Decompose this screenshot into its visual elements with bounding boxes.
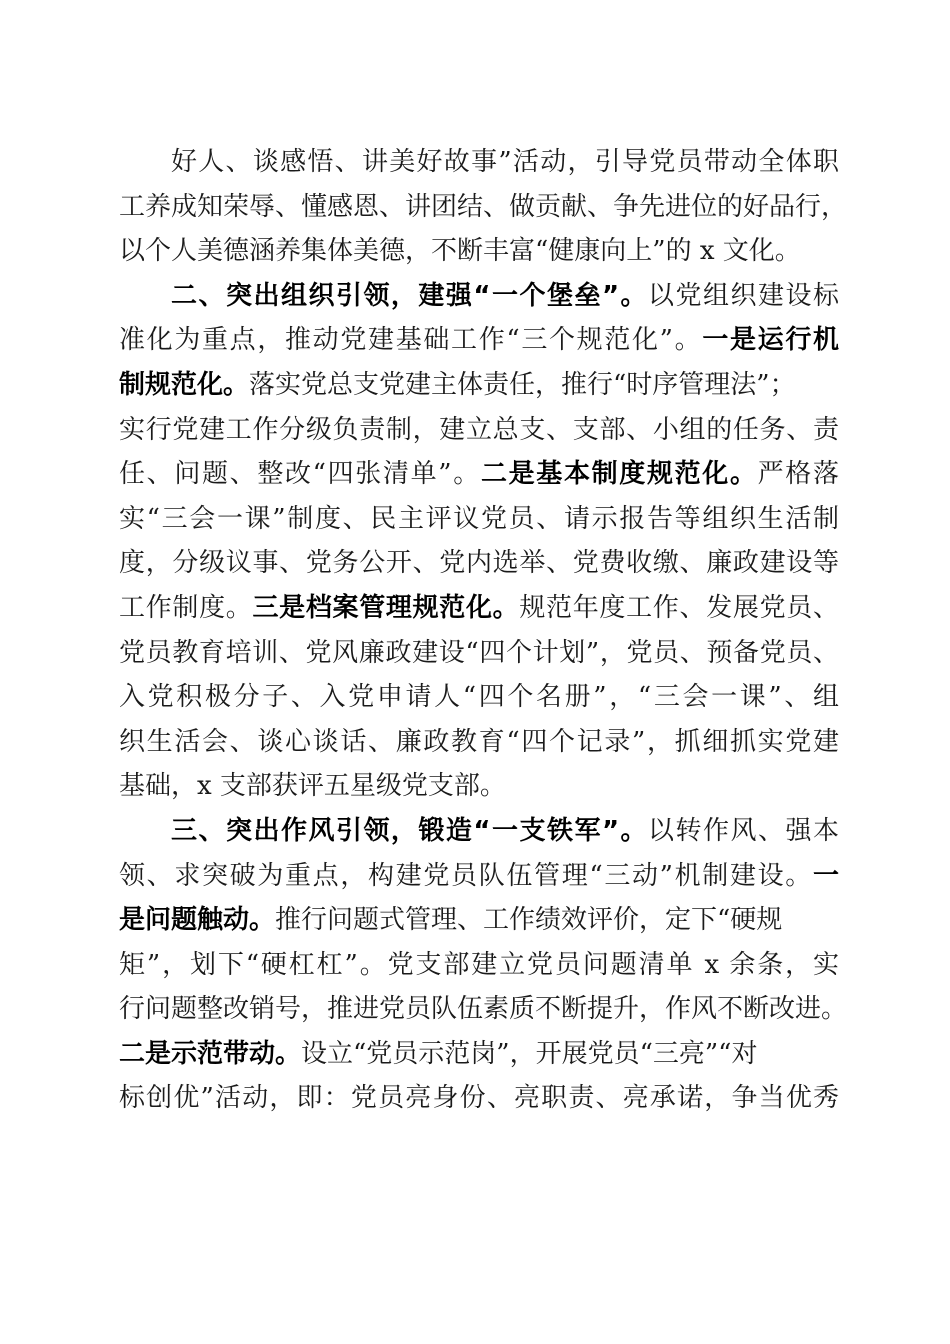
body-text-run: 以转作风、强本 [648,815,839,846]
body-text-run: 落实党总支党建主体责任，推行“时序管理法”； [249,369,796,400]
body-text-run: 工作制度。 [119,592,253,623]
body-text-run: 严格落 [757,459,839,490]
text-line [119,497,839,542]
body-text-run: 规范年度工作、发展党员、 [519,592,839,623]
body-text-run: 党员教育培训、党风廉政建设“四个计划”，党员、预备党员、 [119,637,839,668]
text-line [119,720,839,765]
text-line [119,1032,839,1077]
body-text-run: 以个人美德涵养集体美德，不断丰富“健康向上”的 x 文化。 [119,236,801,267]
text-line [119,987,848,1032]
text-line [119,185,848,230]
bold-heading-text: 二、突出组织引领，建强“一个堡垒”。 [171,280,649,311]
body-text-run: 实行党建工作分级负责制，建立总支、支部、小组的任务、责 [119,414,839,445]
text-line [119,274,839,319]
body-text [119,140,848,1121]
text-line [119,943,839,988]
text-line [119,140,839,185]
body-text-run: 准化为重点，推动党建基础工作“三个规范化”。 [119,325,703,356]
body-text-run: 矩”，划下“硬杠杠”。党支部建立党员问题清单 x 余条，实 [119,949,839,980]
bold-heading-text: 制规范化。 [119,369,250,400]
bold-heading-text: 一 [812,860,839,891]
body-text-run: 好人、谈感悟、讲美好故事”活动，引导党员带动全体职 [171,147,839,177]
body-text-run: 工养成知荣辱、懂感恩、讲团结、做贡献、争先进位的好品行， [119,191,848,222]
bold-heading-text: 是问题触动。 [119,905,276,936]
body-text-run: 度，分级议事、党务公开、党内选举、党费收缴、廉政建设等 [119,548,839,579]
bold-heading-text: 三、突出作风引领，锻造“一支铁军”。 [171,815,649,846]
body-text-run: 基础，x 支部获评五星级党支部。 [119,771,506,802]
text-line [119,809,839,854]
body-text-run: 推行问题式管理、工作绩效评价，定下“硬规 [275,905,783,936]
text-line [119,631,839,676]
text-line [119,452,839,497]
body-text-run: 实“三会一课”制度、民主评议党员、请示报告等组织生活制 [119,503,839,534]
body-text-run: 行问题整改销号，推进党员队伍素质不断提升，作风不断改进。 [119,994,848,1025]
body-text-run: 设立“党员示范岗”，开展党员“三亮”“对 [301,1038,758,1069]
body-text-run: 任、问题、整改“四张清单”。 [119,459,481,490]
text-line [119,541,839,586]
body-text-run: 织生活会、谈心谈话、廉政教育“四个记录”，抓细抓实党建 [119,726,839,757]
text-line [119,586,839,631]
bold-heading-text: 三是档案管理规范化。 [252,592,520,623]
text-line [119,408,839,453]
text-line [119,764,839,809]
bold-heading-text: 二是基本制度规范化。 [480,459,758,490]
text-line [119,318,839,363]
text-line [119,229,839,274]
text-line [119,675,839,720]
text-line [119,854,839,899]
body-text-run: 标创优”活动，即：党员亮身份、亮职责、亮承诺，争当优秀 [119,1083,839,1114]
bold-heading-text: 二是示范带动。 [119,1038,302,1069]
text-line [119,363,839,408]
text-line [119,1076,839,1121]
body-text-run: 领、求突破为重点，构建党员队伍管理“三动”机制建设。 [119,860,813,891]
body-text-run: 以党组织建设标 [648,280,839,311]
body-text-run: 入党积极分子、入党申请人“四个名册”，“三会一课”、组 [119,682,839,713]
bold-heading-text: 一是运行机 [702,325,839,356]
text-line [119,898,839,943]
